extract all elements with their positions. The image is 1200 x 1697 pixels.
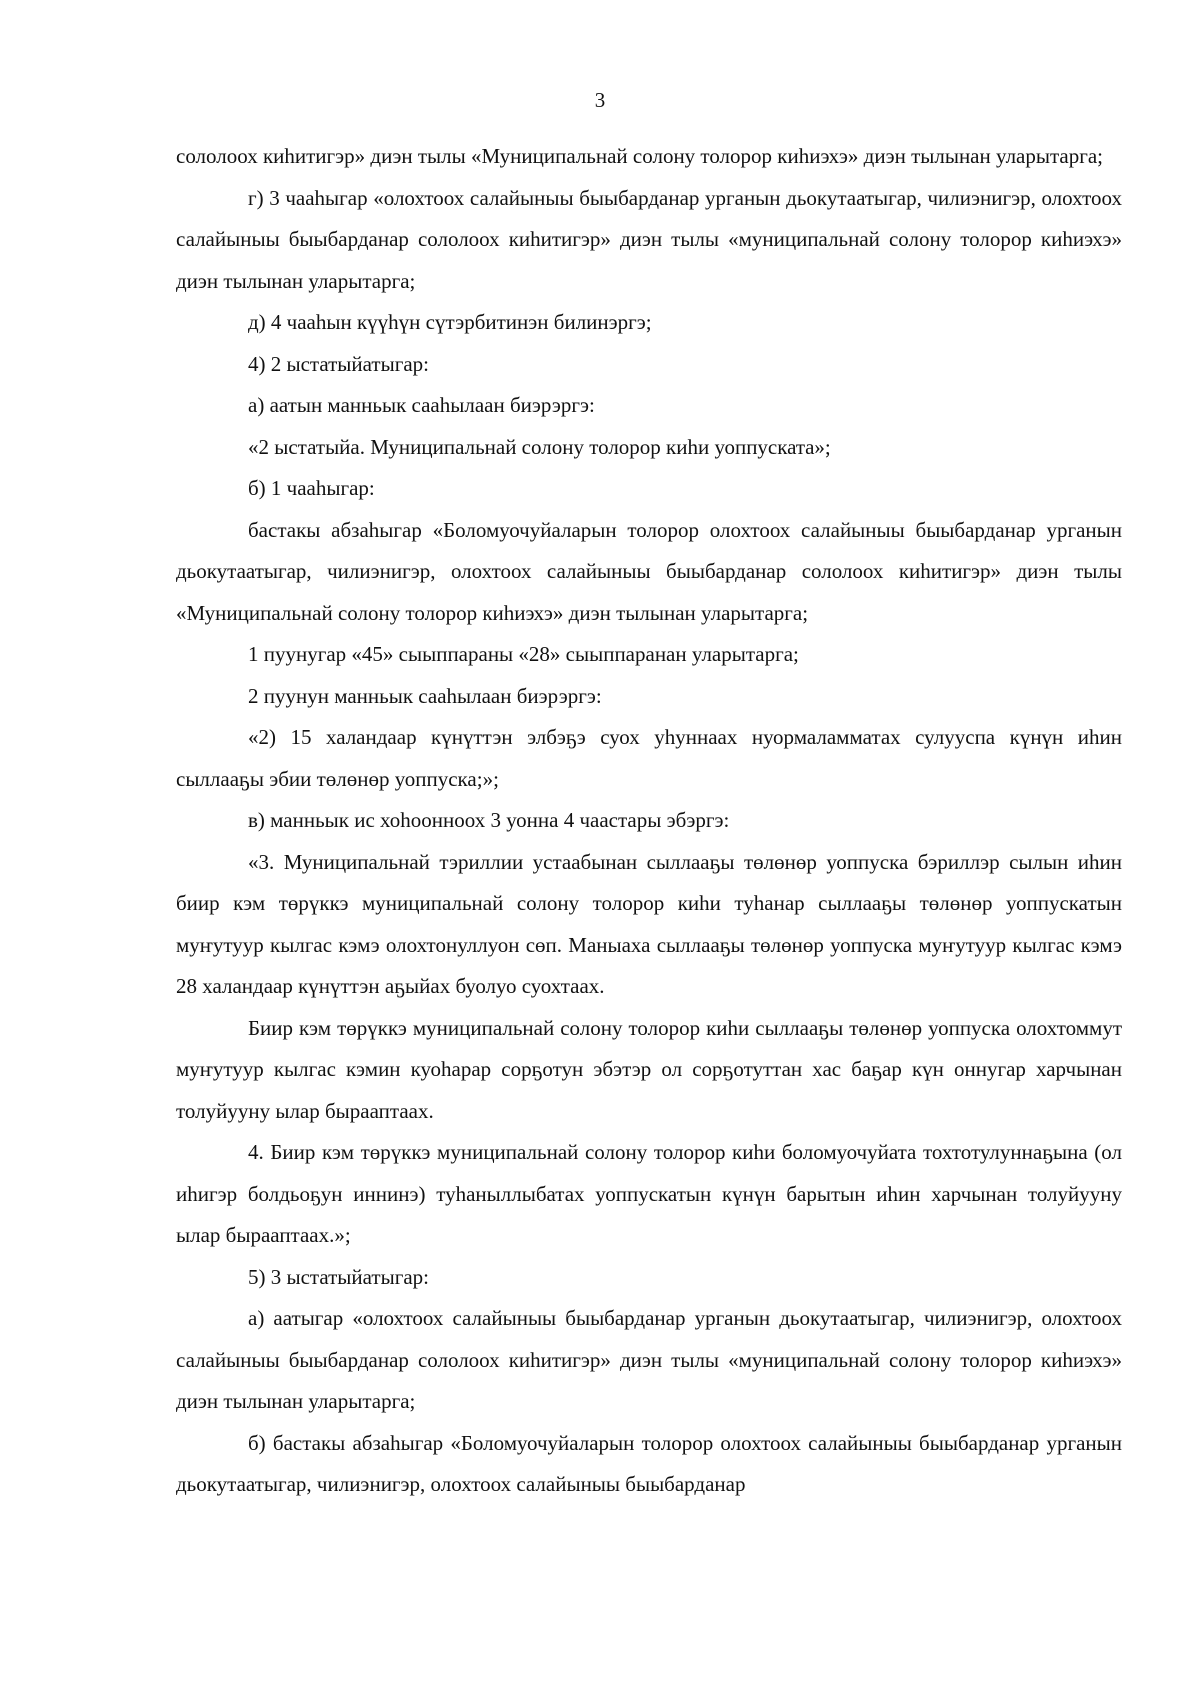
paragraph: «2) 15 халандаар күнүттэн элбэҕэ суох уһуннаах нуормаламматах сулууспа күнүн иһин сыллааҕы эбии төлөнөр уоппуска;»; [176,725,1122,791]
paragraph: в) манньык ис хоһоонноох 3 уонна 4 чаастары эбэргэ: [248,808,730,832]
paragraph: д) 4 чааһын күүһүн сүтэрбитинэн билинэргэ; [248,310,652,334]
paragraph: 1 пуунугар «45» сыыппараны «28» сыыппаранан уларытарга; [248,642,799,666]
paragraph: 4) 2 ыстатыйатыгар: [248,351,429,376]
paragraph: 2 пуунун манньык сааһылаан биэрэргэ: [248,683,602,708]
paragraph: Биир кэм төрүккэ муниципальнай солону толорор киһи сыллааҕы төлөнөр уоппуска олохтоммут муҥутуур кылгас кэмин куоһарар сорҕотун эбэтэр ол сорҕотуттан хас баҕар күн оннугар харчынан толуйууну ылар бырааптаах. [176,1015,1122,1123]
paragraph: б) бастакы абзаһыгар «Боломуочуйаларын толорор олохтоох салайыныы быыбарданар урганын дьокутаатыгар, чилиэнигэр, олохтоох салайыныы быыбарданар [176,1430,1122,1496]
paragraph: б) 1 чааһыгар: [248,476,375,500]
paragraph: сололоох киһитигэр» диэн тылы «Муниципальнай солону толорор киһиэхэ» диэн тылынан уларытарга; [176,144,1104,168]
paragraph: а) аатыгар «олохтоох салайыныы быыбарданар урганын дьокутаатыгар, чилиэнигэр, олохтоох салайыныы быыбарданар сололоох киһитигэр» диэн тылы «муниципальнай солону толорор киһиэхэ» диэн тылынан уларытарга; [176,1306,1122,1413]
paragraph: а) аатын манньык сааһылаан биэрэргэ: [248,393,595,417]
paragraph: бастакы абзаһыгар «Боломуочуйаларын толорор олохтоох салайыныы быыбарданар урганын дьокутаатыгар, чилиэнигэр, олохтоох салайыныы быыбарданар сололоох киһитигэр» диэн тылы «Муниципальнай солону толорор киһиэхэ» диэн тылынан уларытарга; [176,517,1122,625]
page-number: 3 [594,88,606,112]
paragraph: «2 ыстатыйа. Муниципальнай солону толорор киһи уоппускатa»; [248,434,831,459]
paragraph: «3. Муниципальнай тэриллии устаабынан сыллааҕы төлөнөр уоппуска бэриллэр сылын иһин биир кэм төрүккэ муниципальнай солону толорор киһи туһанар сыллааҕы төлөнөр уоппускатын муҥутуур кылгас кэмэ олохтонуллуон сөп. Маныаха сыллааҕы төлөнөр уоппуска муҥутуур кылгас кэмэ 28 халандаар күнүттэн аҕыйах буолуо суохтаах. [176,849,1122,998]
paragraph: г) 3 чааһыгар «олохтоох салайыныы быыбарданар урганын дьокутаатыгар, чилиэнигэр, олохтоох салайыныы быыбарданар сололоох киһитигэр» диэн тылы «муниципальнай солону толорор киһиэхэ» диэн тылынан уларытарга; [176,185,1122,293]
paragraph: 5) 3 ыстатыйатыгар: [248,1264,429,1289]
document-body [176,136,1122,1506]
paragraph: 4. Биир кэм төрүккэ муниципальнай солону толорор киһи боломуочуйата тохтотулуннаҕына (ол иһигэр болдьоҕун иннинэ) туһаныллыбатах уоппускатын күнүн барытын иһин харчынан толуйууну ылар бырааптаах.»; [176,1140,1122,1247]
